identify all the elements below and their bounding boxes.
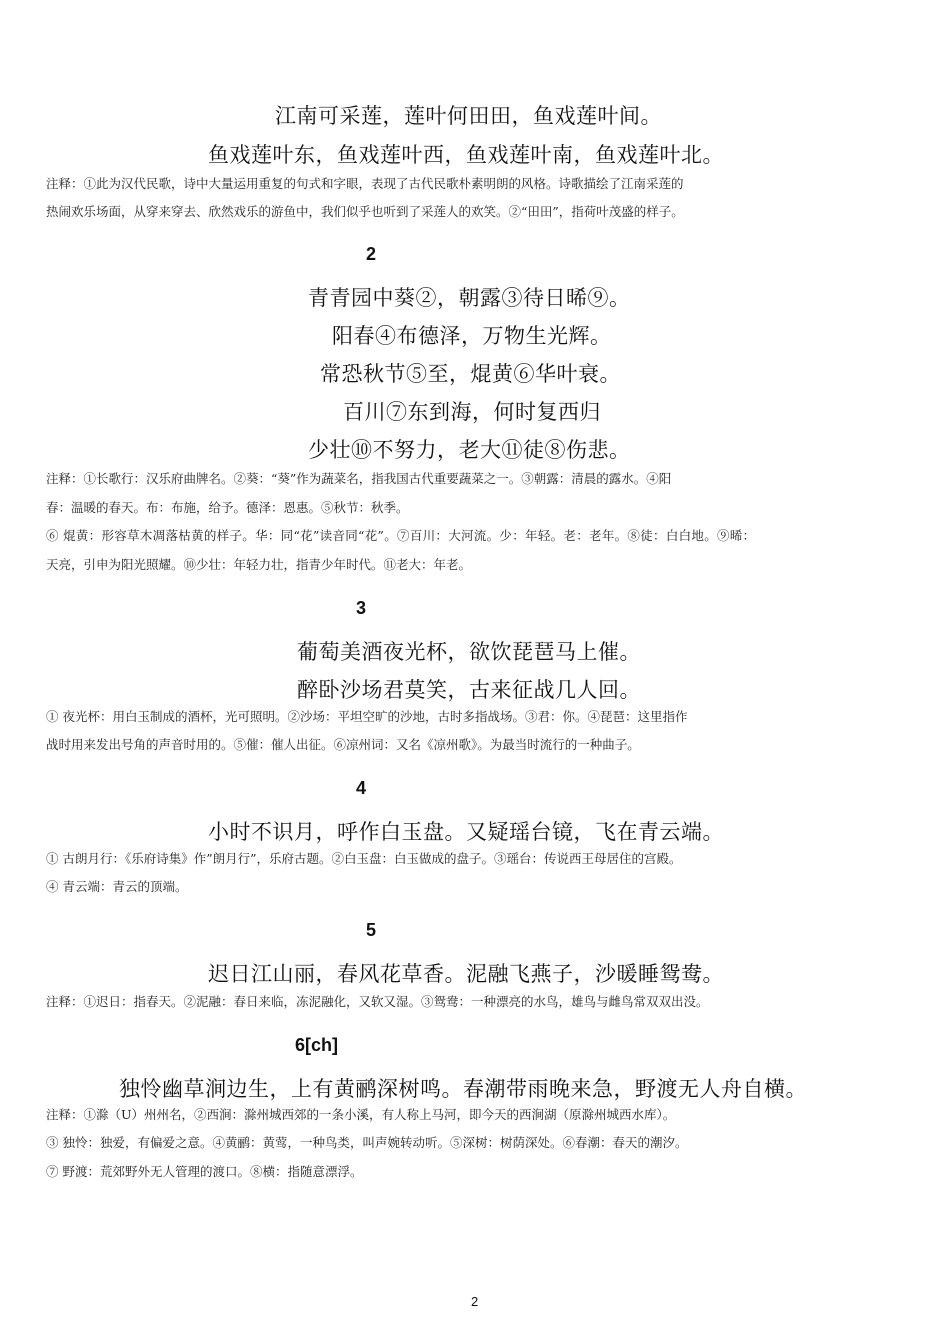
annotation-line: ④ 青云端：青云的顶端。	[46, 879, 188, 894]
annotation-line: ⑥ 焜黄：形容草木凋落枯黄的样子。华：同“花”读音同“花”。⑦百川：大河流。少：年轻。老：老年。⑧徒：白白地。⑨晞：	[46, 528, 756, 543]
annotation-line: 战时用来发出号角的声音时用的。⑤催：催人出征。⑥凉州词：又名《凉州歌》。为最当时流行的一种曲子。	[46, 737, 640, 752]
section-number: 4	[356, 778, 367, 798]
page-number: 2	[471, 1294, 479, 1309]
annotation-line: 春：温暖的春天。布：布施，给予。德泽：恩惠。⑤秋节：秋季。	[46, 500, 409, 515]
poem-line: 鱼戏莲叶东，鱼戏莲叶西，鱼戏莲叶南，鱼戏莲叶北。	[208, 143, 724, 167]
annotation-line: 天亮，引申为阳光照耀。⑩少壮：年轻力壮，指青少年时代。⑪老大：年老。	[46, 557, 472, 572]
annotation-line: ① 夜光杯：用白玉制成的酒杯，光可照明。②沙场：平坦空旷的沙地，古时多指战场。③君：你。④琵琶：这里指作	[46, 709, 688, 724]
annotation-line: 注释：①此为汉代民歌，诗中大量运用重复的句式和字眼，表现了古代民歌朴素明朗的风格。诗歌描绘了江南采莲的	[46, 176, 684, 191]
annotation-line: ① 古朗月行：《乐府诗集》作”朗月行”，乐府古题。②白玉盘：白玉做成的盘子。③瑶台：传说西王母居住的宫殿。	[46, 851, 682, 866]
poem-line: 迟日江山丽，春风花草香。泥融飞燕子，沙暖睡鸳鸯。	[208, 962, 724, 986]
poem-line: 阳春④布德泽，万物生光辉。	[332, 324, 612, 348]
poem-line: 小时不识月，呼作白玉盘。又疑瑶台镜，飞在青云端。	[208, 820, 724, 844]
annotation-line: 注释：①滁（U）州州名，②西涧：滁州城西郊的一条小溪，有人称上马河，即今天的西涧湖（原滁州城西水库）。	[46, 1107, 676, 1122]
section-number: 6[ch]	[295, 1035, 339, 1055]
annotation-line: ③ 独怜：独爱，有偏爱之意。④黄鹂：黄莺，一种鸟类，叫声婉转动听。⑤深树：树荫深处。⑥春潮：春天的潮汐。	[46, 1135, 688, 1150]
poem-line: 百川⑦东到海，何时复西归	[343, 400, 601, 424]
annotation-line: ⑦ 野渡：荒郊野外无人管理的渡口。⑧横：指随意漂浮。	[46, 1164, 363, 1179]
section-number: 2	[366, 244, 377, 264]
poem-line: 常恐秋节⑤至，焜黄⑥华叶衰。	[320, 362, 621, 386]
section-number: 5	[366, 920, 377, 940]
section-number: 3	[356, 598, 367, 618]
annotation-line: 热闹欢乐场面，从穿来穿去、欣然戏乐的游鱼中，我们似乎也听到了采莲人的欢笑。②“田田”，指荷叶茂盛的样子。	[46, 204, 684, 219]
poem-line: 青青园中葵②，朝露③待日晞⑨。	[308, 286, 631, 310]
poem-line: 少壮⑩不努力，老大⑪徒⑧伤悲。	[308, 438, 631, 462]
annotation-line: 注释：①迟日：指春天。②泥融：春日来临，冻泥融化，又软又湿。③鸳鸯：一种漂亮的水鸟，雄鸟与雌鸟常双双出没。	[46, 994, 709, 1009]
poem-line: 葡萄美酒夜光杯，欲饮琵琶马上催。	[297, 640, 641, 664]
poem-line: 独怜幽草涧边生，上有黄鹂深树鸣。春潮带雨晚来急，野渡无人舟自横。	[119, 1077, 807, 1101]
poem-line: 江南可采莲，莲叶何田田，鱼戏莲叶间。	[275, 104, 662, 128]
annotation-line: 注释：①长歌行：汉乐府曲牌名。②葵：“葵”作为蔬菜名，指我国古代重要蔬菜之一。③朝露：清晨的露水。④阳	[46, 471, 672, 486]
poem-line: 醉卧沙场君莫笑，古来征战几人回。	[297, 678, 641, 702]
